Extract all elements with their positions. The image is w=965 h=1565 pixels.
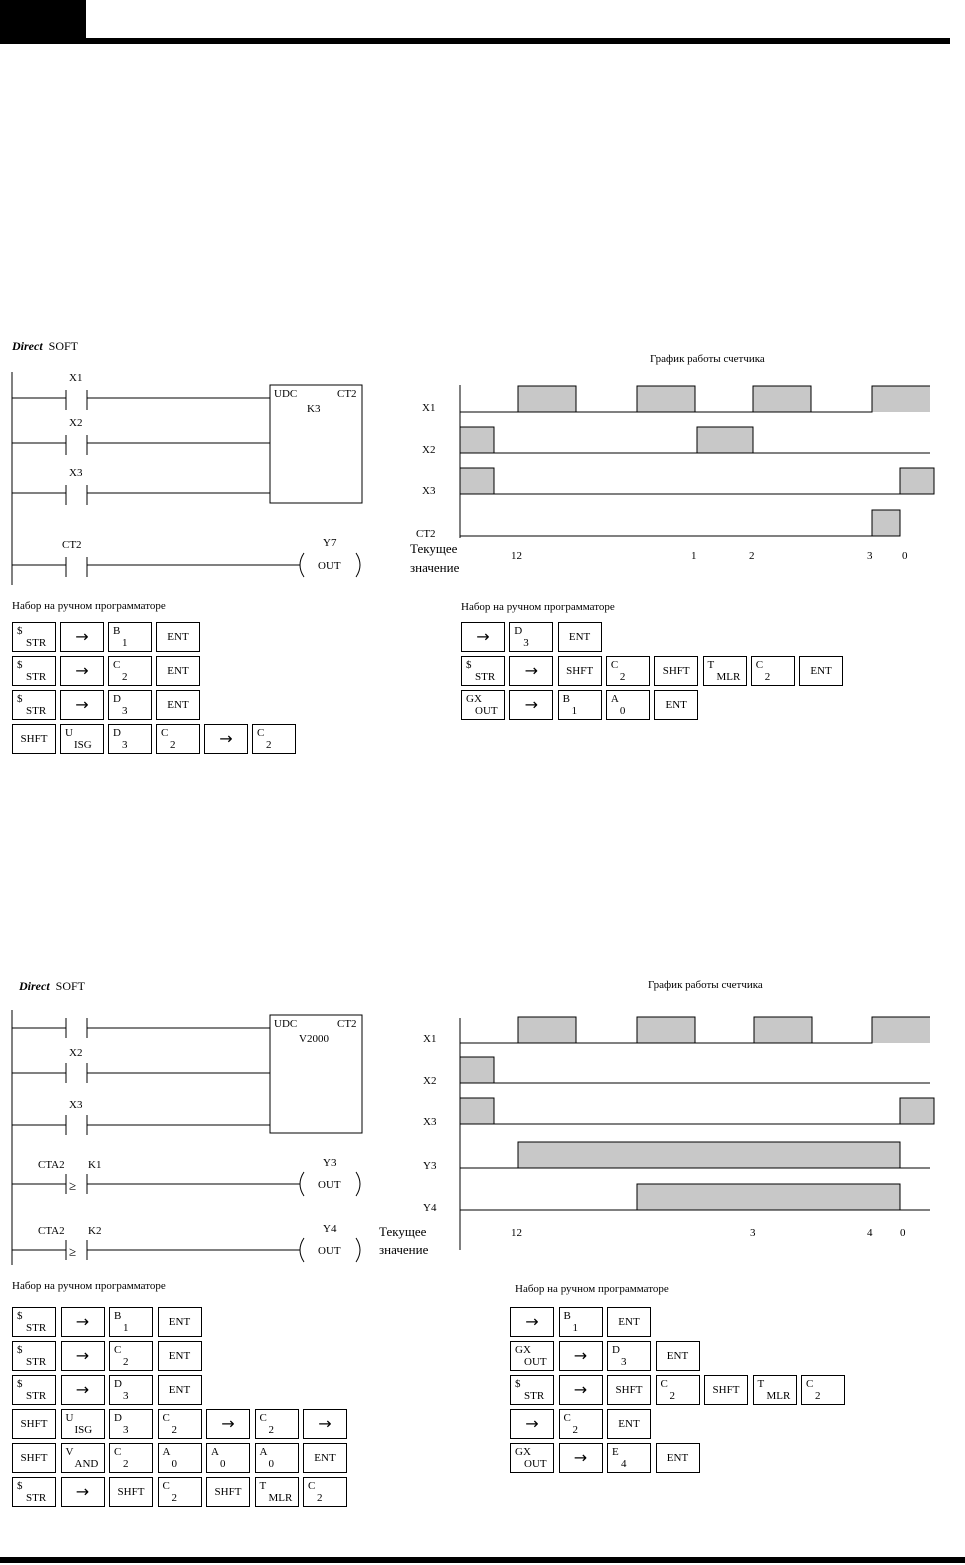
ent-key — [158, 1307, 202, 1337]
cmp1-coil: Y3 — [323, 1157, 337, 1169]
ent-key — [656, 1443, 700, 1473]
isg-key — [61, 1409, 105, 1439]
key-bottom-label: 0 — [220, 1458, 226, 1470]
key-bottom-label: 1 — [122, 637, 128, 649]
key-top-label: T — [707, 659, 715, 671]
2-key — [656, 1375, 700, 1405]
cmp2-coil: Y4 — [323, 1223, 337, 1235]
arrow-key — [60, 622, 104, 652]
box-preset-2: V2000 — [299, 1033, 329, 1045]
key-top-label: $ — [515, 1378, 521, 1390]
timing-diagram-1 — [400, 380, 950, 580]
cmp2-const: K2 — [88, 1225, 102, 1237]
current-value2-label-2: значение — [379, 1242, 429, 1257]
signal2-label-y3: Y3 — [423, 1160, 437, 1172]
ent-key — [607, 1307, 651, 1337]
key-label: SHFT — [20, 1418, 48, 1430]
2-key — [606, 656, 650, 686]
arrow-right-icon: → — [75, 1380, 90, 1399]
key-bottom-label: 2 — [669, 1390, 675, 1402]
key-bottom-label: 3 — [122, 739, 128, 751]
key-top-label: $ — [17, 625, 23, 637]
key-bottom-label: 3 — [123, 1390, 129, 1402]
value2-3: 3 — [750, 1227, 756, 1239]
key-bottom-label: ISG — [74, 1424, 93, 1436]
ladder-diagram-2 — [0, 1000, 380, 1270]
ent-key — [158, 1375, 202, 1405]
key-top-label: D — [113, 727, 121, 739]
header-rule — [0, 38, 950, 44]
arrow-key — [61, 1477, 105, 1507]
ladder-diagram-1 — [0, 360, 380, 590]
arrow-right-icon: → — [221, 1414, 235, 1433]
key-bottom-label: 2 — [619, 671, 626, 683]
signal-label-x3: X3 — [422, 485, 436, 497]
key-top-label: C — [259, 1412, 267, 1424]
mlr-key — [703, 656, 747, 686]
value2-0: 0 — [900, 1227, 906, 1239]
shft-key — [12, 724, 56, 754]
arrow-key — [559, 1443, 603, 1473]
key-bottom-label: STR — [524, 1390, 545, 1402]
cmp2-ref: CTA2 — [38, 1225, 65, 1237]
directsoft-logo-2: Direct SOFT — [19, 979, 85, 993]
key-bottom-label: 2 — [171, 1492, 177, 1504]
key-bottom-label: STR — [26, 1492, 47, 1504]
key-top-label: $ — [17, 1344, 23, 1356]
ent-key — [607, 1409, 651, 1439]
key-bottom-label: MLR — [716, 671, 741, 683]
2-key — [559, 1409, 603, 1439]
shft-key — [206, 1477, 250, 1507]
key-bottom-label: 0 — [268, 1458, 274, 1470]
key-label: ENT — [167, 699, 189, 711]
box-type: UDC — [274, 388, 298, 400]
key-top-label: C — [308, 1480, 316, 1492]
ent-key — [799, 656, 843, 686]
arrow-key — [61, 1307, 105, 1337]
key-bottom-label: STR — [26, 671, 47, 683]
key-bottom-label: STR — [475, 671, 496, 683]
key-bottom-label: 1 — [123, 1322, 129, 1334]
key-top-label: C — [610, 659, 619, 671]
key-bottom-label: 2 — [317, 1492, 323, 1504]
key-top-label: B — [563, 1310, 571, 1322]
str-key — [12, 1477, 56, 1507]
value-3: 3 — [867, 550, 873, 562]
key-top-label: $ — [17, 1480, 23, 1492]
arrow-right-icon: → — [476, 627, 490, 646]
cmp1-ref: CTA2 — [38, 1159, 65, 1171]
key-top-label: $ — [17, 659, 23, 671]
key-top-label: C — [114, 1344, 122, 1356]
key-top-label: A — [211, 1446, 219, 1458]
key-label: SHFT — [566, 665, 594, 677]
timing-title-1: График работы счетчика — [650, 353, 765, 365]
key-bottom-label: 3 — [123, 1424, 129, 1436]
arrow-key — [461, 622, 505, 652]
arrow-right-icon: → — [525, 1312, 539, 1331]
box-preset: K3 — [307, 403, 321, 415]
contact-label-x3: X3 — [69, 467, 83, 479]
str-key — [12, 656, 56, 686]
key-bottom-label: 2 — [268, 1424, 274, 1436]
1-key — [109, 1307, 153, 1337]
shft-key — [12, 1443, 56, 1473]
key-bottom-label: 2 — [122, 671, 128, 683]
key-top-label: $ — [17, 1378, 23, 1390]
out-contact-label: CT2 — [62, 539, 82, 551]
2-key — [158, 1477, 202, 1507]
key-bottom-label: STR — [26, 705, 47, 717]
arrow-right-icon: → — [75, 627, 89, 646]
key-label: SHFT — [662, 665, 690, 677]
0-key — [158, 1443, 202, 1473]
str-key — [510, 1375, 554, 1405]
key-bottom-label: 0 — [619, 705, 626, 717]
key-label: SHFT — [20, 1452, 48, 1464]
value-2: 2 — [749, 550, 755, 562]
key-label: ENT — [568, 631, 591, 643]
0-key — [255, 1443, 299, 1473]
4-key — [607, 1443, 651, 1473]
arrow-right-icon: → — [75, 1312, 90, 1331]
2-key — [109, 1443, 153, 1473]
key-label: SHFT — [615, 1384, 643, 1396]
out-key — [510, 1341, 554, 1371]
2-key — [109, 1341, 153, 1371]
2-key — [801, 1375, 845, 1405]
arrow-right-icon: → — [573, 1448, 588, 1467]
out-coil-type: OUT — [318, 560, 341, 572]
arrow-key — [61, 1341, 105, 1371]
2-key — [751, 656, 795, 686]
arrow-key — [559, 1375, 603, 1405]
ent-key — [158, 1341, 202, 1371]
key-bottom-label: ISG — [74, 739, 92, 751]
key-top-label: U — [65, 727, 73, 739]
key-top-label: D — [113, 693, 121, 705]
key-top-label: C — [114, 1446, 122, 1458]
key-top-label: C — [113, 659, 121, 671]
key-bottom-label: STR — [26, 1390, 47, 1402]
str-key — [12, 1341, 56, 1371]
3-key — [108, 690, 152, 720]
box-name-2: CT2 — [337, 1018, 357, 1030]
arrow-key — [61, 1375, 105, 1405]
key-bottom-label: STR — [26, 637, 47, 649]
key-label: ENT — [666, 1350, 689, 1362]
isg-key — [60, 724, 104, 754]
arrow-right-icon: → — [75, 1482, 90, 1501]
1-key — [559, 1307, 603, 1337]
value-12: 12 — [511, 550, 522, 562]
handheld-caption-2-left: Набор на ручном программаторе — [12, 1280, 166, 1292]
str-key — [461, 656, 505, 686]
key-top-label: A — [610, 693, 619, 705]
box-type-2: UDC — [274, 1018, 298, 1030]
arrow-key — [60, 690, 104, 720]
signal-label-x2: X2 — [422, 444, 436, 456]
signal-label-x1: X1 — [422, 402, 436, 414]
1-key — [108, 622, 152, 652]
key-top-label: $ — [17, 1310, 23, 1322]
key-bottom-label: OUT — [524, 1356, 547, 1368]
key-bottom-label: 3 — [621, 1356, 627, 1368]
value2-4: 4 — [867, 1227, 873, 1239]
handheld-caption-2-right: Набор на ручном программаторе — [515, 1283, 669, 1295]
arrow-right-icon: → — [525, 1414, 539, 1433]
key-top-label: C — [563, 1412, 571, 1424]
current-value-label-2: значение — [410, 560, 460, 575]
2-key — [158, 1409, 202, 1439]
key-label: ENT — [314, 1452, 336, 1464]
signal2-label-x1: X1 — [423, 1033, 437, 1045]
key-bottom-label: 1 — [572, 1322, 578, 1334]
str-key — [12, 622, 56, 652]
2-key — [303, 1477, 347, 1507]
key-bottom-label: 2 — [170, 739, 176, 751]
value-0: 0 — [902, 550, 908, 562]
current-value2-label-1: Текущее — [379, 1224, 427, 1239]
key-label: ENT — [168, 1316, 191, 1328]
ent-key — [303, 1443, 347, 1473]
key-bottom-label: 2 — [266, 739, 272, 751]
key-label: ENT — [167, 631, 189, 643]
key-bottom-label: 2 — [123, 1458, 129, 1470]
key-top-label: GX — [515, 1344, 531, 1356]
key-bottom-label: 2 — [764, 671, 771, 683]
key-bottom-label: STR — [26, 1322, 47, 1334]
ent-key — [156, 656, 200, 686]
key-bottom-label: 3 — [523, 637, 529, 649]
current-value-label-1: Текущее — [410, 541, 458, 556]
shft-key — [12, 1409, 56, 1439]
cmp1-coil-type: OUT — [318, 1179, 341, 1191]
key-top-label: T — [757, 1378, 765, 1390]
key-label: ENT — [168, 1350, 191, 1362]
out-coil-label: Y7 — [323, 537, 337, 549]
2-key — [255, 1409, 299, 1439]
timing-title-2: График работы счетчика — [648, 979, 763, 991]
box-name: CT2 — [337, 388, 357, 400]
key-top-label: U — [65, 1412, 74, 1424]
key-top-label: D — [114, 1378, 122, 1390]
mlr-key — [753, 1375, 797, 1405]
key-label: ENT — [168, 1384, 191, 1396]
key-label: SHFT — [20, 733, 48, 745]
header-block — [0, 0, 86, 38]
key-top-label: $ — [17, 693, 23, 705]
key-top-label: C — [162, 1412, 170, 1424]
arrow-key — [510, 1307, 554, 1337]
handheld-caption-1-right: Набор на ручном программаторе — [461, 601, 615, 613]
arrow-right-icon: → — [75, 1346, 90, 1365]
key-bottom-label: 1 — [571, 705, 578, 717]
arrow-right-icon: → — [318, 1414, 332, 1433]
key-top-label: GX — [515, 1446, 531, 1458]
key-top-label: B — [562, 693, 570, 705]
key-top-label: C — [161, 727, 169, 739]
key-label: SHFT — [117, 1486, 145, 1498]
cmp2-symbol: ≥ — [69, 1244, 77, 1259]
arrow-key — [510, 1409, 554, 1439]
2-key — [252, 724, 296, 754]
key-bottom-label: 2 — [815, 1390, 821, 1402]
arrow-key — [206, 1409, 250, 1439]
key-label: ENT — [810, 665, 832, 677]
key-label: SHFT — [214, 1486, 242, 1498]
key-label: ENT — [666, 1452, 689, 1464]
key-label: ENT — [618, 1418, 640, 1430]
key-bottom-label: STR — [26, 1356, 47, 1368]
arrow-right-icon: → — [573, 1346, 588, 1365]
arrow-right-icon: → — [75, 695, 89, 714]
arrow-right-icon: → — [573, 1380, 588, 1399]
value-1: 1 — [691, 550, 697, 562]
arrow-key — [509, 690, 553, 720]
arrow-key — [303, 1409, 347, 1439]
signal2-label-y4: Y4 — [423, 1202, 437, 1214]
key-top-label: D — [114, 1412, 122, 1424]
arrow-right-icon: → — [524, 695, 538, 714]
ent-key — [558, 622, 602, 652]
shft-key — [607, 1375, 651, 1405]
cmp1-const: K1 — [88, 1159, 102, 1171]
3-key — [109, 1375, 153, 1405]
contact-label-x2-2: X2 — [69, 1047, 83, 1059]
key-bottom-label: 2 — [171, 1424, 177, 1436]
key-top-label: $ — [466, 659, 472, 671]
contact-label-x1: X1 — [69, 372, 83, 384]
shft-key — [109, 1477, 153, 1507]
key-top-label: D — [612, 1344, 620, 1356]
shft-key — [558, 656, 602, 686]
3-key — [109, 1409, 153, 1439]
key-top-label: C — [755, 659, 764, 671]
3-key — [607, 1341, 651, 1371]
str-key — [12, 1375, 56, 1405]
out-key — [461, 690, 505, 720]
key-bottom-label: 3 — [122, 705, 128, 717]
3-key — [108, 724, 152, 754]
key-top-label: T — [259, 1480, 267, 1492]
handheld-caption-1-left: Набор на ручном программаторе — [12, 600, 166, 612]
key-top-label: A — [259, 1446, 268, 1458]
key-bottom-label: 2 — [123, 1356, 129, 1368]
signal-label-ct2: CT2 — [416, 528, 436, 540]
key-top-label: D — [514, 625, 523, 637]
key-bottom-label: 2 — [572, 1424, 578, 1436]
2-key — [108, 656, 152, 686]
contact-label-x3-2: X3 — [69, 1099, 83, 1111]
key-top-label: C — [162, 1480, 170, 1492]
ent-key — [156, 622, 200, 652]
directsoft-logo-1: Direct SOFT — [12, 339, 78, 353]
key-top-label: B — [114, 1310, 122, 1322]
0-key — [606, 690, 650, 720]
key-top-label: GX — [466, 693, 482, 705]
key-bottom-label: 4 — [621, 1458, 627, 1470]
shft-key — [704, 1375, 748, 1405]
key-bottom-label: OUT — [475, 705, 498, 717]
key-bottom-label: MLR — [766, 1390, 791, 1402]
3-key — [509, 622, 553, 652]
key-label: ENT — [618, 1316, 640, 1328]
key-top-label: B — [113, 625, 121, 637]
str-key — [12, 1307, 56, 1337]
ent-key — [156, 690, 200, 720]
key-label: ENT — [665, 699, 687, 711]
2-key — [156, 724, 200, 754]
contact-label-x2: X2 — [69, 417, 83, 429]
arrow-key — [60, 656, 104, 686]
key-top-label: V — [65, 1446, 74, 1458]
arrow-key — [509, 656, 553, 686]
arrow-right-icon: → — [219, 729, 233, 748]
arrow-key — [559, 1341, 603, 1371]
shft-key — [654, 656, 698, 686]
signal2-label-x3: X3 — [423, 1116, 437, 1128]
cmp2-coil-type: OUT — [318, 1245, 341, 1257]
timing-diagram-2 — [370, 1010, 950, 1260]
0-key — [206, 1443, 250, 1473]
key-top-label: C — [806, 1378, 814, 1390]
1-key — [558, 690, 602, 720]
arrow-right-icon: → — [75, 661, 89, 680]
key-bottom-label: AND — [74, 1458, 99, 1470]
key-top-label: C — [660, 1378, 668, 1390]
key-bottom-label: MLR — [268, 1492, 293, 1504]
value2-12: 12 — [511, 1227, 522, 1239]
key-label: ENT — [167, 665, 189, 677]
key-top-label: E — [612, 1446, 619, 1458]
key-label: SHFT — [712, 1384, 740, 1396]
signal2-label-x2: X2 — [423, 1075, 437, 1087]
key-top-label: A — [162, 1446, 171, 1458]
footer-rule — [0, 1557, 965, 1563]
key-top-label: C — [257, 727, 265, 739]
ent-key — [654, 690, 698, 720]
str-key — [12, 690, 56, 720]
cmp1-symbol: ≥ — [69, 1178, 77, 1193]
mlr-key — [255, 1477, 299, 1507]
out-key — [510, 1443, 554, 1473]
and-key — [61, 1443, 105, 1473]
ent-key — [656, 1341, 700, 1371]
key-bottom-label: 0 — [171, 1458, 177, 1470]
key-bottom-label: OUT — [524, 1458, 547, 1470]
arrow-key — [204, 724, 248, 754]
arrow-right-icon: → — [524, 661, 538, 680]
